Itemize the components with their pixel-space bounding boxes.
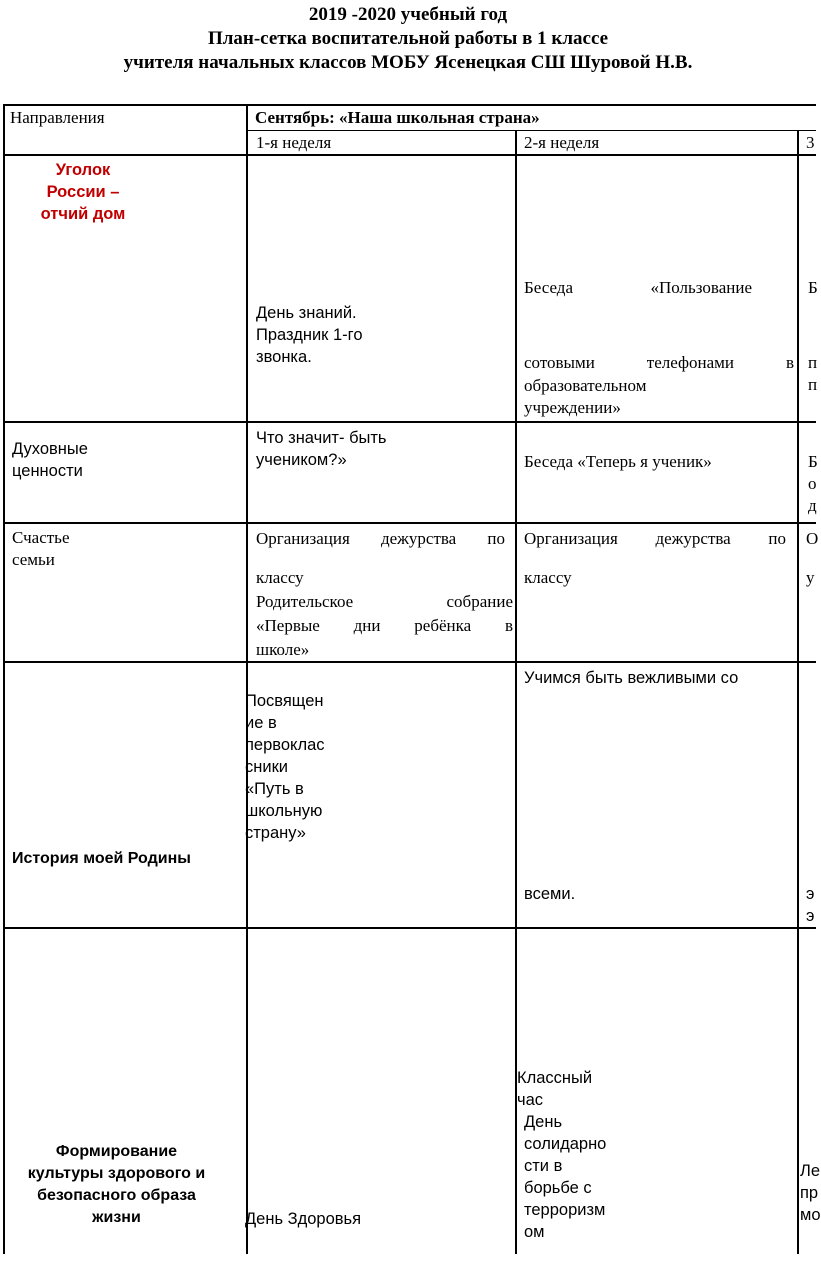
week1-cell: День знаний. Праздник 1-го звонка.: [256, 304, 363, 366]
week-1-header: 1-я неделя: [256, 133, 332, 152]
grid-top: [3, 104, 816, 106]
week1-line2: классу: [256, 568, 304, 587]
week1-line3: Родительское собрание: [256, 592, 513, 611]
week2-cell: Беседа «Теперь я ученик»: [524, 452, 712, 471]
week2-line2: всеми.: [524, 885, 576, 903]
week3-fragment: О у: [806, 529, 819, 587]
week1-cell: Что значит- быть учеником?»: [256, 429, 387, 469]
doc-title-year: 2019 -2020 учебный год: [308, 4, 508, 25]
week1-line4: «Первые дни ребёнка в: [256, 616, 513, 635]
grid-col3: [797, 130, 799, 1254]
grid-left: [3, 104, 5, 1254]
week2-line2: классу: [524, 568, 572, 587]
grid-row4-top: [3, 661, 816, 663]
week2-line1: Организация дежурства по: [524, 529, 787, 548]
column-header-directions: Направления: [10, 108, 105, 127]
week2-line1: Беседа «Пользование: [524, 278, 752, 297]
week3-fragment: Б о д: [808, 452, 818, 515]
week3-fragment: э э: [806, 885, 815, 925]
direction-label: Формирование культуры здорового и безопасного образа жизни: [27, 1143, 206, 1226]
month-title: Сентябрь: «Наша школьная страна»: [255, 108, 540, 127]
week2-line2: сотовыми телефонами в: [524, 353, 795, 372]
week2-line1: Учимся быть вежливыми со: [524, 669, 739, 687]
grid-row5-top: [3, 927, 816, 929]
week1-cell: День Здоровья: [245, 1210, 362, 1228]
grid-row1-top: [3, 154, 816, 156]
direction-label: Уголок России – отчий дом: [40, 161, 126, 223]
doc-title-plan: План-сетка воспитательной работы в 1 классе: [207, 28, 609, 49]
week1-line5: школе»: [256, 640, 310, 659]
direction-label: История моей Родины: [12, 850, 191, 867]
doc-title-teacher: учителя начальных классов МОБУ Ясенецкая СШ Шуровой Н.В.: [123, 52, 693, 73]
week1-cell: Посвящен ие в первоклас сники «Путь в школьную страну»: [245, 692, 325, 842]
week1-line1: Организация дежурства по: [256, 529, 506, 548]
week3-fragment: Ле пр мо: [800, 1162, 821, 1224]
week-3-header: 3: [806, 133, 815, 152]
week-2-header: 2-я неделя: [524, 133, 600, 152]
week2-line3: образовательном учреждении»: [524, 376, 647, 417]
grid-row2-top: [3, 421, 816, 423]
grid-col1: [246, 104, 248, 1254]
grid-row3-top: [3, 522, 816, 524]
direction-label: Духовные ценности: [12, 440, 88, 480]
week2-cell: Классный час День солидарно сти в борьбе с терроризм ом: [517, 1069, 607, 1241]
grid-week-header-top: [246, 130, 816, 131]
week3-fragment: Б п п: [808, 278, 818, 394]
direction-label: Счастье семьи: [12, 528, 70, 569]
